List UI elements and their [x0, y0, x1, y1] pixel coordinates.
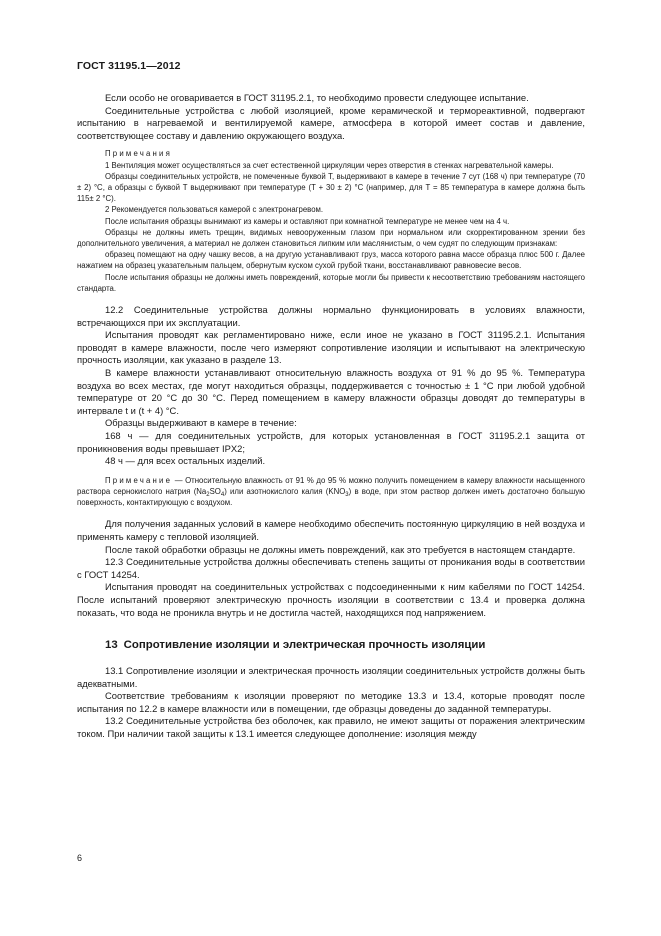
clause-13-2: 13.2 Соединительные устройства без оболочек, как правило, не имеют защиты от поражения электрическим током. При наличии такой защиты к 13.1 имеется следующее дополнение: изоляция между [77, 715, 585, 740]
paragraph-no-damage: После такой обработки образцы не должны иметь повреждений, как это требуется в настоящем стандарте. [105, 543, 576, 555]
note-2-after-test: После испытания образцы вынимают из камеры и оставляют при комнатной температуре не менее чем на 4 ч. [105, 216, 510, 226]
note-humidity-text-a: — Относительную влажность от 91 % до 95 % можно получить помещением в камеру влажности насыщенного раствора сернокислого натрия (Na [77, 475, 585, 496]
paragraph-intro-2: Соединительные устройства с любой изоляцией, кроме керамической и термореактивной, подвергают испытанию в нагреваемой и вентилируемой камере, атмосфера в которой имеет состав и давление, соответствующее составу и давлению окружающего воздуха. [77, 104, 585, 141]
document-page [77, 60, 585, 741]
clause-12-2-duration: Образцы выдерживают в камере в течение: [105, 417, 297, 429]
note-humidity-text-d: ) в воде, при этом раствор должен иметь достаточно большую поверхность, контактирующую с воздухом. [77, 486, 585, 508]
paragraph-intro-1: Если особо не оговаривается в ГОСТ 31195.2.1, то необходимо провести следующее испытание. [105, 92, 529, 103]
note-humidity-sub-c: 3 [345, 491, 349, 498]
note-humidity [77, 475, 585, 509]
note-2-cracks: Образцы не должны иметь трещин, видимых невооруженным глазом при нормальном или скорректированном зрении без дополнительного увеличения, а материал не должен становиться липким или маслянистым, о чем судят по следующим признакам: [77, 227, 585, 248]
clause-13-1-compliance: Соответствие требованиям к изоляции проверяют по методике 13.3 и 13.4, которые проводят после испытания по 12.2 в камере влажности или в помещении, где образцы доведены до заданной температуры. [77, 690, 585, 714]
note-humidity-text-b: SO [209, 486, 221, 496]
section-13-heading: Сопротивление изоляции и электрическая прочность изоляции [123, 639, 486, 652]
clause-13-1: 13.1 Сопротивление изоляции и электрическая прочность изоляции соединительных устройств должны быть адекватными. [77, 665, 585, 689]
note-2-result: После испытания образцы не должны иметь повреждений, которые могли бы привести к несоответствию требованиям настоящего стандарта. [77, 272, 585, 293]
note-1-detail: Образцы соединительных устройств, не помеченные буквой Т, выдерживают в камере в течение 7 сут (168 ч) при температуре (70 ± 2) °С, а образцы с буквой Т выдерживают при температуре (T + 30 ± 2) °С (например, для T = 85 температура в камере должна быть 115± 2 °С). [77, 171, 585, 204]
clause-12-2-48h: 48 ч — для всех остальных изделий. [105, 455, 266, 467]
notes-heading: Примечания [105, 149, 173, 159]
note-humidity-text-c: ) или азотнокислого калия (KNO [224, 486, 346, 496]
note-2-balance: образец помещают на одну чашку весов, а на другую устанавливают груз, масса которого равна массе образца плюс 500 г. Далее нажатием на образец указательным пальцем, обернутым куском сухой грубой ткани, восстанавливают равновесие весов. [77, 250, 585, 271]
document-header-title: ГОСТ 31195.1—2012 [77, 60, 181, 72]
section-13-title [77, 639, 585, 651]
note-1: 1 Вентиляция может осуществляться за счет естественной циркуляции через отверстия в стенках нагревательной камеры. [105, 160, 554, 170]
after-note-block [77, 518, 585, 619]
section-13-number: 13 [105, 639, 118, 652]
paragraph-circulation: Для получения заданных условий в камере необходимо обеспечить постоянную циркуляцию в ней воздуха и применять камеру с тепловой изоляцией. [77, 518, 585, 542]
clause-12-2 [77, 304, 585, 468]
clause-12-2-humidity: В камере влажности устанавливают относительную влажность воздуха от 91 % до 95 %. Температура воздуха во всех местах, где могут находиться образцы, поддерживается с точностью ± 1 °С при любой удобной температуре от 20 °С до 30 °С. Перед помещением в камеру влажности образцы доводят до температуры в интервале t и (t + 4) °С. [77, 366, 585, 416]
clause-12-3-statement: 12.3 Соединительные устройства должны обеспечивать степень защиты от проникания воды в соответствии с ГОСТ 14254. [77, 556, 585, 580]
clause-12-3-tests: Испытания проводят на соединительных устройствах с подсоединенными к ним кабелями по ГОСТ 14254. После испытаний проверяют электрическую прочность изоляции в соответствии с 13.4 и проверка должна показать, что вода не проникла внутрь и не достигла частей, находящихся под напряжением. [77, 581, 585, 618]
note-humidity-heading: Примечание [105, 475, 173, 485]
page-number: 6 [77, 853, 83, 863]
clause-12-2-168h: 168 ч — для соединительных устройств, для которых установленная в ГОСТ 31195.2.1 защита от проникновения воды превышает IPX2; [77, 429, 585, 454]
clause-12-2-statement: 12.2 Соединительные устройства должны нормально функционировать в условиях влажности, встречающихся при их эксплуатации. [77, 304, 585, 328]
clause-12-2-tests: Испытания проводят как регламентировано ниже, если иное не указано в ГОСТ 31195.2.1. Испытания проводят в камере влажности, после чего измеряют сопротивление изоляции и испытывают на электрическую прочность изоляции, как указано в разделе 13. [77, 329, 585, 366]
note-humidity-sub-b: 4 [220, 491, 225, 498]
note-2: 2 Рекомендуется пользоваться камерой с электронагревом. [105, 205, 324, 215]
notes-block-1 [77, 148, 585, 294]
note-humidity-sub-a: 2 [206, 491, 210, 498]
